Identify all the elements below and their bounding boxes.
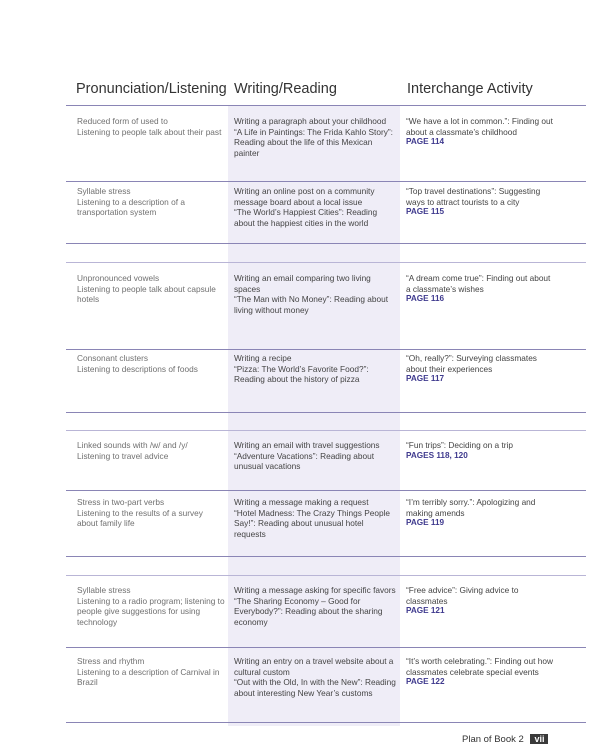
listening-text: Listening to travel advice [77, 450, 169, 461]
pronunciation-text: Stress in two-part verbs [77, 497, 165, 507]
activity-text: “Top travel destinations”: Suggesting ways to attract tourists to a city [406, 186, 541, 207]
footer-label: Plan of Book 2 [462, 734, 524, 745]
activity-text: “I’m terribly sorry.”: Apologizing and making amends [406, 497, 536, 518]
writing-reading-cell [234, 186, 396, 228]
writing-reading-cell [234, 353, 396, 385]
table-row [77, 585, 225, 627]
page-link[interactable]: PAGE 121 [406, 606, 445, 616]
pronunciation-text: Syllable stress [77, 186, 131, 196]
pronunciation-text: Linked sounds with /w/ and /y/ [77, 440, 188, 450]
activity-cell [406, 353, 556, 385]
listening-text: Listening to people talk about capsule hotels [77, 283, 216, 305]
writing-text: Writing a paragraph about your childhood [234, 116, 387, 126]
activity-text: “It’s worth celebrating.”: Finding out how classmates celebrate special events [406, 656, 553, 677]
page-footer [462, 734, 548, 745]
activity-cell [406, 497, 556, 529]
activity-cell [406, 656, 556, 688]
activity-text: “A dream come true”: Finding out about a classmate’s wishes [406, 273, 551, 294]
pronunciation-text: Stress and rhythm [77, 656, 145, 666]
reading-text: “Adventure Vacations”: Reading about unusual vacations [234, 450, 375, 472]
row-divider [66, 412, 586, 413]
listening-text: Listening to a description of Carnival in Brazil [77, 666, 220, 688]
writing-reading-cell [234, 497, 396, 539]
activity-cell [406, 585, 556, 617]
reading-text: “Hotel Madness: The Crazy Things People Say!”: Reading about unusual hotel requests [234, 507, 391, 539]
table-row [77, 656, 225, 688]
page-link[interactable]: PAGE 119 [406, 518, 445, 528]
header-divider [66, 105, 586, 106]
listening-text: Listening to the results of a survey about family life [77, 507, 203, 529]
table-row [77, 116, 225, 137]
row-divider [66, 181, 586, 182]
row-divider [66, 647, 586, 648]
activity-cell [406, 273, 556, 305]
reading-text: “A Life in Paintings: The Frida Kahlo Story”: Reading about the life of this Mexican painter [234, 126, 393, 158]
listening-text: Listening to a description of a transportation system [77, 196, 185, 218]
activity-cell [406, 440, 556, 461]
writing-text: Writing an online post on a community message board about a local issue [234, 186, 375, 207]
writing-text: Writing a message making a request [234, 497, 369, 507]
page-link[interactable]: PAGE 115 [406, 207, 445, 217]
reading-text: “The Sharing Economy – Good for Everybody?”: Reading about the sharing economy [234, 595, 383, 627]
activity-cell [406, 116, 556, 148]
row-divider [66, 490, 586, 491]
writing-reading-cell [234, 656, 396, 698]
pronunciation-text: Reduced form of used to [77, 116, 168, 126]
writing-text: Writing a message asking for specific favors [234, 585, 396, 595]
reading-text: “The Man with No Money”: Reading about living without money [234, 294, 389, 315]
unit-separator [66, 262, 586, 263]
header-writing-reading: Writing/Reading [234, 81, 337, 97]
unit-separator [66, 430, 586, 431]
unit-separator [66, 575, 586, 576]
reading-text: “Pizza: The World’s Favorite Food?”: Reading about the history of pizza [234, 363, 369, 385]
row-divider [66, 243, 586, 244]
writing-text: Writing an email with travel suggestions [234, 440, 380, 450]
pronunciation-text: Consonant clusters [77, 353, 149, 363]
table-row [77, 353, 225, 374]
header-pronunciation-listening: Pronunciation/Listening [76, 81, 227, 97]
page-link[interactable]: PAGE 122 [406, 677, 445, 687]
listening-text: Listening to a radio program; listening to people give suggestions for using technology [77, 595, 225, 627]
row-divider [66, 349, 586, 350]
reading-text: “The World’s Happiest Cities”: Reading about the happiest cities in the world [234, 207, 378, 228]
reading-text: “Out with the Old, In with the New”: Reading about interesting New Year’s customs [234, 677, 396, 698]
writing-text: Writing an email comparing two living spaces [234, 273, 371, 294]
writing-reading-cell [234, 116, 396, 158]
page-number-badge: vii [530, 734, 548, 744]
writing-text: Writing an entry on a travel website about a cultural custom [234, 656, 394, 677]
pronunciation-text: Syllable stress [77, 585, 131, 595]
activity-text: “Oh, really?”: Surveying classmates about their experiences [406, 353, 537, 374]
listening-text: Listening to people talk about their past [77, 126, 222, 137]
pronunciation-text: Unpronounced vowels [77, 273, 160, 283]
table-row [77, 186, 225, 218]
table-row [77, 497, 225, 529]
writing-text: Writing a recipe [234, 353, 292, 363]
page-link[interactable]: PAGES 118, 120 [406, 450, 468, 460]
page-link[interactable]: PAGE 116 [406, 294, 445, 304]
writing-reading-cell [234, 273, 396, 315]
row-divider [66, 722, 586, 723]
activity-text: “Free advice”: Giving advice to classmates [406, 585, 519, 606]
activity-text: “Fun trips”: Deciding on a trip [406, 440, 513, 450]
table-row [77, 440, 225, 461]
activity-text: “We have a lot in common.”: Finding out about a classmate’s childhood [406, 116, 553, 137]
table-row [77, 273, 225, 305]
listening-text: Listening to descriptions of foods [77, 363, 198, 374]
activity-cell [406, 186, 556, 218]
page-link[interactable]: PAGE 117 [406, 374, 445, 384]
page-link[interactable]: PAGE 114 [406, 137, 445, 147]
writing-reading-cell [234, 585, 396, 627]
header-interchange-activity: Interchange Activity [407, 81, 533, 97]
writing-reading-cell [234, 440, 396, 472]
row-divider [66, 556, 586, 557]
